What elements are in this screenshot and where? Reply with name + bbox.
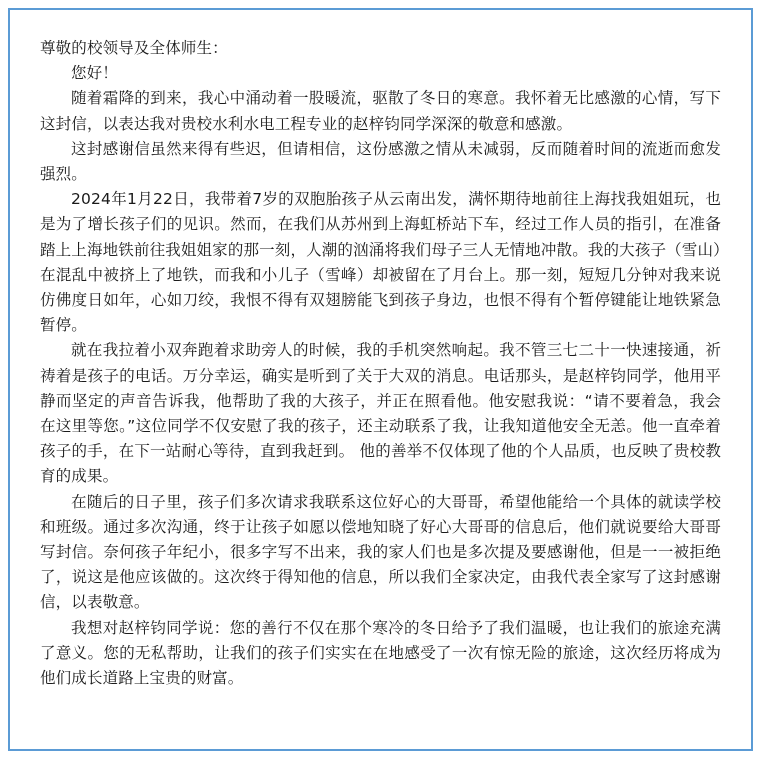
letter-body xyxy=(40,36,721,691)
greeting: 您好！ xyxy=(71,64,118,83)
paragraph-closing: 我想对赵梓钧同学说：您的善行不仅在那个寒冷的冬日给予了我们温暖，也让我们的旅途充满了意义。您的无私帮助，让我们的孩子们实实在在地感受了一次有惊无险的旅途，这次经历将成为他们成长道路上宝贵的财富。 xyxy=(40,618,721,688)
paragraph-phone-call: 就在我拉着小双奔跑着求助旁人的时候，我的手机突然响起。我不管三七二十一快速接通，祈祷着是孩子的电话。万分幸运，确实是听到了关于大双的消息。电话那头，是赵梓钧同学，他用平静而坚定的声音告诉我，他帮助了我的大孩子，并正在照看他。他安慰我说：“请不要着急，我会在这里等您。”这位同学不仅安慰了我的孩子，还主动联系了我，让我知道他安全无恙。他一直牵着孩子的手，在下一站耐心等待，直到我赶到。 他的善举不仅体现了他的个人品质，也反映了贵校教育的成果。 xyxy=(40,341,721,486)
letter-frame xyxy=(8,8,753,751)
salutation: 尊敬的校领导及全体师生： xyxy=(40,39,228,57)
paragraph-incident: 2024年1月22日，我带着7岁的双胞胎孩子从云南出发，满怀期待地前往上海找我姐姐玩，也是为了增长孩子们的见识。然而，在我们从苏州到上海虹桥站下车，经过工作人员的指引，在准备踏上上海地铁前往我姐姐家的那一刻，人潮的汹涌将我们母子三人无情地冲散。我的大孩子（雪山）在混乱中被挤上了地铁，而我和小儿子（雪峰）却被留在了月台上。那一刻，短短几分钟对我来说仿佛度日如年，心如刀绞，我恨不得有双翅膀能飞到孩子身边，也恨不得有个暂停键能让地铁紧急暂停。 xyxy=(40,190,721,335)
paragraph-apology: 这封感谢信虽然来得有些迟，但请相信，这份感激之情从未减弱，反而随着时间的流逝而愈发强烈。 xyxy=(40,139,721,184)
paragraph-opening: 随着霜降的到来，我心中涌动着一股暖流，驱散了冬日的寒意。我怀着无比感激的心情，写下这封信，以表达我对贵校水利水电工程专业的赵梓钧同学深深的敬意和感激。 xyxy=(40,89,721,133)
paragraph-follow-up: 在随后的日子里，孩子们多次请求我联系这位好心的大哥哥，希望他能给一个具体的就读学校和班级。通过多次沟通，终于让孩子如愿以偿地知晓了好心大哥哥的信息后，他们就说要给大哥哥写封信。奈何孩子年纪小，很多字写不出来，我的家人们也是多次提及要感谢他，但是一一被拒绝了，说这是他应该做的。这次终于得知他的信息，所以我们全家决定，由我代表全家写了这封感谢信，以表敬意。 xyxy=(40,492,721,612)
